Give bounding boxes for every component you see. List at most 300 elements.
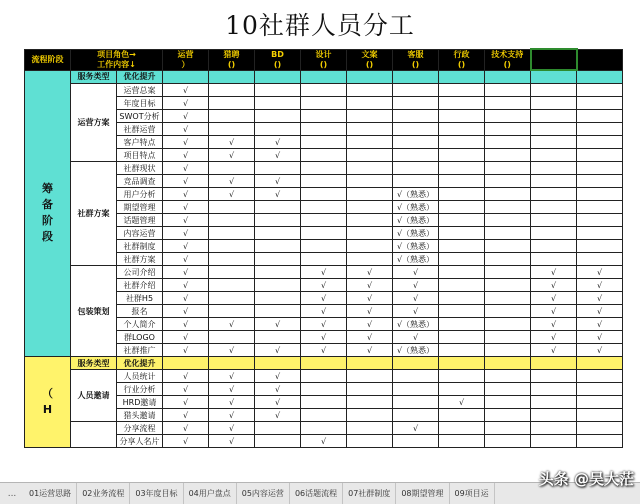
mark-cell[interactable]: √ <box>209 396 255 409</box>
mark-cell[interactable]: √ <box>163 240 209 253</box>
mark-cell[interactable] <box>209 227 255 240</box>
mark-cell[interactable] <box>347 84 393 97</box>
mark-cell[interactable]: √ <box>301 435 347 448</box>
mark-cell[interactable] <box>439 305 485 318</box>
mark-cell[interactable]: √（熟悉） <box>393 240 439 253</box>
mark-cell[interactable]: √ <box>347 266 393 279</box>
mark-cell[interactable] <box>485 422 531 435</box>
mark-cell[interactable] <box>301 201 347 214</box>
mark-cell[interactable] <box>347 422 393 435</box>
mark-cell[interactable] <box>531 201 577 214</box>
section-cell[interactable] <box>485 357 531 370</box>
mark-cell[interactable]: √ <box>393 331 439 344</box>
section-cell[interactable] <box>209 70 255 84</box>
mark-cell[interactable] <box>485 331 531 344</box>
mark-cell[interactable] <box>301 149 347 162</box>
mark-cell[interactable]: √ <box>347 279 393 292</box>
mark-cell[interactable] <box>485 396 531 409</box>
mark-cell[interactable] <box>577 136 623 149</box>
mark-cell[interactable] <box>439 279 485 292</box>
mark-cell[interactable] <box>577 409 623 422</box>
mark-cell[interactable] <box>439 253 485 266</box>
section-cell[interactable] <box>209 357 255 370</box>
mark-cell[interactable]: √ <box>163 279 209 292</box>
mark-cell[interactable] <box>485 292 531 305</box>
header-role-5[interactable] <box>393 49 439 70</box>
mark-cell[interactable] <box>209 201 255 214</box>
section-cell[interactable] <box>531 70 577 84</box>
mark-cell[interactable] <box>485 409 531 422</box>
mark-cell[interactable] <box>577 188 623 201</box>
mark-cell[interactable] <box>485 305 531 318</box>
mark-cell[interactable]: √（熟悉） <box>393 253 439 266</box>
mark-cell[interactable] <box>255 305 301 318</box>
mark-cell[interactable] <box>439 344 485 357</box>
mark-cell[interactable]: √ <box>577 305 623 318</box>
task-cell[interactable]: 项目特点 <box>117 149 163 162</box>
section-cell[interactable] <box>439 70 485 84</box>
mark-cell[interactable] <box>531 84 577 97</box>
mark-cell[interactable]: √ <box>163 422 209 435</box>
mark-cell[interactable] <box>439 409 485 422</box>
mark-cell[interactable] <box>347 188 393 201</box>
mark-cell[interactable] <box>301 136 347 149</box>
mark-cell[interactable] <box>439 240 485 253</box>
mark-cell[interactable] <box>485 123 531 136</box>
mark-cell[interactable] <box>209 305 255 318</box>
mark-cell[interactable] <box>485 370 531 383</box>
mark-cell[interactable] <box>393 435 439 448</box>
mark-cell[interactable] <box>255 162 301 175</box>
mark-cell[interactable] <box>347 227 393 240</box>
mark-cell[interactable] <box>439 422 485 435</box>
mark-cell[interactable] <box>531 136 577 149</box>
mark-cell[interactable] <box>531 97 577 110</box>
mark-cell[interactable]: √ <box>301 318 347 331</box>
mark-cell[interactable]: √ <box>393 279 439 292</box>
mark-cell[interactable] <box>531 227 577 240</box>
sheet-tab[interactable]: 09项目运 <box>450 483 495 504</box>
header-role-8[interactable] <box>531 49 577 70</box>
mark-cell[interactable] <box>531 370 577 383</box>
category-cell[interactable]: 人员邀请 <box>71 370 117 422</box>
section-cell[interactable] <box>439 357 485 370</box>
category-cell[interactable] <box>71 422 117 448</box>
header-role-0[interactable] <box>163 49 209 70</box>
mark-cell[interactable] <box>531 123 577 136</box>
task-cell[interactable]: 个人简介 <box>117 318 163 331</box>
mark-cell[interactable] <box>485 162 531 175</box>
mark-cell[interactable] <box>255 123 301 136</box>
task-cell[interactable]: 群LOGO <box>117 331 163 344</box>
mark-cell[interactable]: √（熟悉） <box>393 344 439 357</box>
mark-cell[interactable]: √ <box>347 305 393 318</box>
mark-cell[interactable] <box>209 240 255 253</box>
mark-cell[interactable] <box>255 266 301 279</box>
mark-cell[interactable] <box>347 396 393 409</box>
mark-cell[interactable] <box>577 435 623 448</box>
mark-cell[interactable] <box>531 240 577 253</box>
mark-cell[interactable] <box>485 214 531 227</box>
mark-cell[interactable]: √ <box>163 97 209 110</box>
mark-cell[interactable]: √ <box>301 292 347 305</box>
mark-cell[interactable]: √ <box>163 201 209 214</box>
task-cell[interactable]: 社群方案 <box>117 253 163 266</box>
mark-cell[interactable] <box>393 383 439 396</box>
mark-cell[interactable]: √ <box>209 422 255 435</box>
mark-cell[interactable]: √ <box>163 214 209 227</box>
mark-cell[interactable] <box>347 409 393 422</box>
mark-cell[interactable] <box>347 136 393 149</box>
mark-cell[interactable] <box>301 175 347 188</box>
mark-cell[interactable]: √ <box>531 331 577 344</box>
mark-cell[interactable]: √ <box>347 344 393 357</box>
mark-cell[interactable] <box>485 253 531 266</box>
task-cell[interactable]: 社群运营 <box>117 123 163 136</box>
mark-cell[interactable] <box>209 214 255 227</box>
mark-cell[interactable]: √ <box>347 292 393 305</box>
mark-cell[interactable] <box>439 214 485 227</box>
task-cell[interactable]: 社群推广 <box>117 344 163 357</box>
mark-cell[interactable] <box>439 383 485 396</box>
mark-cell[interactable]: √ <box>209 370 255 383</box>
tab-scroll-left-button[interactable]: ... <box>7 488 17 499</box>
mark-cell[interactable] <box>301 227 347 240</box>
mark-cell[interactable] <box>301 214 347 227</box>
section-cell[interactable] <box>255 70 301 84</box>
header-role-1[interactable] <box>209 49 255 70</box>
mark-cell[interactable]: √ <box>163 396 209 409</box>
mark-cell[interactable]: √ <box>163 370 209 383</box>
mark-cell[interactable] <box>485 136 531 149</box>
section-cell[interactable] <box>163 357 209 370</box>
mark-cell[interactable] <box>393 175 439 188</box>
mark-cell[interactable] <box>347 97 393 110</box>
sheet-tab[interactable]: 08期望管理 <box>396 483 449 504</box>
mark-cell[interactable] <box>301 84 347 97</box>
mark-cell[interactable] <box>485 344 531 357</box>
mark-cell[interactable] <box>439 175 485 188</box>
mark-cell[interactable] <box>301 97 347 110</box>
sheet-tab[interactable]: 01运营思路 <box>24 483 77 504</box>
mark-cell[interactable] <box>255 227 301 240</box>
mark-cell[interactable]: √ <box>255 175 301 188</box>
mark-cell[interactable] <box>439 110 485 123</box>
mark-cell[interactable]: √ <box>531 279 577 292</box>
section-cell[interactable] <box>347 70 393 84</box>
mark-cell[interactable]: √ <box>393 266 439 279</box>
mark-cell[interactable]: √ <box>163 292 209 305</box>
mark-cell[interactable]: √ <box>163 149 209 162</box>
mark-cell[interactable] <box>209 123 255 136</box>
task-cell[interactable]: SWOT分析 <box>117 110 163 123</box>
mark-cell[interactable] <box>531 175 577 188</box>
mark-cell[interactable]: √ <box>577 344 623 357</box>
mark-cell[interactable] <box>301 240 347 253</box>
mark-cell[interactable] <box>255 422 301 435</box>
mark-cell[interactable]: √ <box>163 409 209 422</box>
task-cell[interactable]: 年度目标 <box>117 97 163 110</box>
mark-cell[interactable]: √ <box>577 266 623 279</box>
mark-cell[interactable]: √ <box>163 318 209 331</box>
mark-cell[interactable]: √ <box>393 305 439 318</box>
mark-cell[interactable] <box>255 331 301 344</box>
mark-cell[interactable]: √ <box>163 110 209 123</box>
mark-cell[interactable] <box>485 240 531 253</box>
mark-cell[interactable] <box>301 409 347 422</box>
task-cell[interactable]: 客户特点 <box>117 136 163 149</box>
header-empty-cell[interactable] <box>577 49 623 70</box>
section-cell[interactable] <box>347 357 393 370</box>
mark-cell[interactable] <box>485 383 531 396</box>
mark-cell[interactable] <box>347 162 393 175</box>
mark-cell[interactable] <box>347 110 393 123</box>
mark-cell[interactable]: √ <box>531 318 577 331</box>
task-cell[interactable]: 期望管理 <box>117 201 163 214</box>
mark-cell[interactable]: √ <box>163 383 209 396</box>
mark-cell[interactable]: √ <box>301 279 347 292</box>
mark-cell[interactable]: √ <box>209 383 255 396</box>
mark-cell[interactable]: √ <box>531 266 577 279</box>
task-cell[interactable]: 公司介绍 <box>117 266 163 279</box>
mark-cell[interactable]: √ <box>209 175 255 188</box>
task-cell[interactable]: 猎头邀请 <box>117 409 163 422</box>
mark-cell[interactable]: √ <box>163 136 209 149</box>
mark-cell[interactable]: √ <box>531 305 577 318</box>
mark-cell[interactable]: √ <box>209 188 255 201</box>
mark-cell[interactable]: √ <box>209 149 255 162</box>
mark-cell[interactable] <box>485 149 531 162</box>
header-role-7[interactable] <box>485 49 531 70</box>
mark-cell[interactable] <box>255 201 301 214</box>
mark-cell[interactable] <box>393 110 439 123</box>
mark-cell[interactable] <box>485 97 531 110</box>
mark-cell[interactable]: √ <box>531 344 577 357</box>
mark-cell[interactable] <box>255 97 301 110</box>
category-cell[interactable]: 包装策划 <box>71 266 117 357</box>
mark-cell[interactable] <box>255 253 301 266</box>
mark-cell[interactable]: √ <box>255 409 301 422</box>
mark-cell[interactable] <box>531 149 577 162</box>
mark-cell[interactable] <box>347 214 393 227</box>
mark-cell[interactable] <box>485 188 531 201</box>
section-cell[interactable] <box>531 357 577 370</box>
mark-cell[interactable] <box>301 110 347 123</box>
mark-cell[interactable] <box>577 162 623 175</box>
mark-cell[interactable] <box>439 266 485 279</box>
mark-cell[interactable]: √（熟悉） <box>393 318 439 331</box>
mark-cell[interactable]: √（熟悉） <box>393 201 439 214</box>
task-cell[interactable]: 运营总案 <box>117 84 163 97</box>
category-cell[interactable]: 运营方案 <box>71 84 117 162</box>
mark-cell[interactable] <box>301 253 347 266</box>
mark-cell[interactable]: √ <box>163 253 209 266</box>
mark-cell[interactable]: √ <box>393 422 439 435</box>
task-cell[interactable]: 社群制度 <box>117 240 163 253</box>
mark-cell[interactable]: √ <box>163 175 209 188</box>
mark-cell[interactable] <box>577 84 623 97</box>
mark-cell[interactable]: √ <box>347 331 393 344</box>
mark-cell[interactable] <box>439 149 485 162</box>
section-cell[interactable] <box>577 70 623 84</box>
mark-cell[interactable]: √ <box>439 396 485 409</box>
mark-cell[interactable]: √ <box>163 331 209 344</box>
mark-cell[interactable] <box>393 409 439 422</box>
mark-cell[interactable] <box>577 175 623 188</box>
mark-cell[interactable] <box>531 110 577 123</box>
mark-cell[interactable] <box>439 331 485 344</box>
mark-cell[interactable]: √ <box>163 188 209 201</box>
mark-cell[interactable] <box>577 253 623 266</box>
section-cell[interactable] <box>301 70 347 84</box>
sheet-tab[interactable]: 03年度目标 <box>130 483 183 504</box>
mark-cell[interactable] <box>439 227 485 240</box>
mark-cell[interactable]: √ <box>163 435 209 448</box>
mark-cell[interactable]: √ <box>393 292 439 305</box>
task-cell[interactable]: 内容运营 <box>117 227 163 240</box>
mark-cell[interactable] <box>209 97 255 110</box>
mark-cell[interactable]: √ <box>255 383 301 396</box>
sheet-tab[interactable]: 04用户盘点 <box>184 483 237 504</box>
mark-cell[interactable] <box>347 240 393 253</box>
section-cell[interactable] <box>485 70 531 84</box>
task-cell[interactable]: 分享人名片 <box>117 435 163 448</box>
mark-cell[interactable]: √ <box>255 396 301 409</box>
mark-cell[interactable] <box>393 136 439 149</box>
mark-cell[interactable] <box>393 123 439 136</box>
header-role-3[interactable] <box>301 49 347 70</box>
mark-cell[interactable] <box>209 292 255 305</box>
task-cell[interactable]: 竞品调查 <box>117 175 163 188</box>
mark-cell[interactable] <box>531 253 577 266</box>
mark-cell[interactable] <box>255 110 301 123</box>
mark-cell[interactable]: √ <box>209 409 255 422</box>
mark-cell[interactable] <box>347 435 393 448</box>
mark-cell[interactable] <box>485 201 531 214</box>
header-role-2[interactable] <box>255 49 301 70</box>
mark-cell[interactable] <box>393 149 439 162</box>
mark-cell[interactable] <box>393 84 439 97</box>
mark-cell[interactable] <box>209 84 255 97</box>
mark-cell[interactable] <box>439 292 485 305</box>
mark-cell[interactable] <box>439 136 485 149</box>
mark-cell[interactable] <box>255 292 301 305</box>
task-cell[interactable]: 社群现状 <box>117 162 163 175</box>
mark-cell[interactable]: √ <box>163 266 209 279</box>
section-cell[interactable] <box>393 357 439 370</box>
section-cell[interactable] <box>393 70 439 84</box>
mark-cell[interactable] <box>531 162 577 175</box>
mark-cell[interactable] <box>301 370 347 383</box>
mark-cell[interactable] <box>439 188 485 201</box>
mark-cell[interactable]: √ <box>255 344 301 357</box>
mark-cell[interactable] <box>485 227 531 240</box>
mark-cell[interactable] <box>577 214 623 227</box>
sheet-tab[interactable]: 05内容运营 <box>237 483 290 504</box>
mark-cell[interactable] <box>577 123 623 136</box>
task-cell[interactable]: 社群H5 <box>117 292 163 305</box>
mark-cell[interactable] <box>347 383 393 396</box>
mark-cell[interactable]: √（熟悉） <box>393 227 439 240</box>
mark-cell[interactable] <box>209 162 255 175</box>
mark-cell[interactable]: √ <box>301 344 347 357</box>
mark-cell[interactable]: √ <box>163 123 209 136</box>
mark-cell[interactable] <box>577 422 623 435</box>
mark-cell[interactable] <box>531 422 577 435</box>
mark-cell[interactable] <box>347 175 393 188</box>
mark-cell[interactable] <box>577 97 623 110</box>
mark-cell[interactable]: √ <box>577 318 623 331</box>
mark-cell[interactable] <box>347 123 393 136</box>
mark-cell[interactable]: √ <box>347 318 393 331</box>
mark-cell[interactable] <box>347 201 393 214</box>
mark-cell[interactable] <box>531 383 577 396</box>
task-cell[interactable]: 报名 <box>117 305 163 318</box>
mark-cell[interactable]: √（熟悉） <box>393 214 439 227</box>
mark-cell[interactable] <box>531 409 577 422</box>
mark-cell[interactable]: √ <box>577 292 623 305</box>
sheet-tab[interactable]: 07社群制度 <box>343 483 396 504</box>
mark-cell[interactable] <box>209 279 255 292</box>
mark-cell[interactable]: √ <box>255 188 301 201</box>
task-cell[interactable]: 人员统计 <box>117 370 163 383</box>
mark-cell[interactable] <box>439 318 485 331</box>
mark-cell[interactable] <box>577 110 623 123</box>
mark-cell[interactable] <box>485 175 531 188</box>
mark-cell[interactable]: √ <box>301 266 347 279</box>
mark-cell[interactable] <box>439 435 485 448</box>
mark-cell[interactable] <box>393 162 439 175</box>
mark-cell[interactable] <box>255 84 301 97</box>
mark-cell[interactable] <box>301 162 347 175</box>
mark-cell[interactable] <box>577 370 623 383</box>
mark-cell[interactable] <box>485 279 531 292</box>
mark-cell[interactable]: √ <box>209 344 255 357</box>
mark-cell[interactable] <box>577 396 623 409</box>
mark-cell[interactable] <box>577 383 623 396</box>
mark-cell[interactable] <box>393 370 439 383</box>
mark-cell[interactable]: √ <box>255 318 301 331</box>
mark-cell[interactable]: √ <box>163 84 209 97</box>
category-cell[interactable]: 社群方案 <box>71 162 117 266</box>
mark-cell[interactable] <box>531 214 577 227</box>
mark-cell[interactable]: √ <box>577 279 623 292</box>
mark-cell[interactable] <box>531 188 577 201</box>
mark-cell[interactable]: √ <box>209 136 255 149</box>
mark-cell[interactable]: √ <box>255 149 301 162</box>
mark-cell[interactable] <box>255 279 301 292</box>
task-cell[interactable]: 社群介绍 <box>117 279 163 292</box>
task-cell[interactable]: 用户分析 <box>117 188 163 201</box>
mark-cell[interactable] <box>393 396 439 409</box>
mark-cell[interactable] <box>301 123 347 136</box>
mark-cell[interactable] <box>485 110 531 123</box>
mark-cell[interactable] <box>209 266 255 279</box>
section-cell[interactable] <box>301 357 347 370</box>
mark-cell[interactable]: √ <box>163 344 209 357</box>
mark-cell[interactable]: √ <box>531 292 577 305</box>
mark-cell[interactable] <box>577 149 623 162</box>
section-cell[interactable] <box>163 70 209 84</box>
mark-cell[interactable] <box>209 331 255 344</box>
task-cell[interactable]: 行业分析 <box>117 383 163 396</box>
task-cell[interactable]: HRD邀请 <box>117 396 163 409</box>
mark-cell[interactable] <box>485 435 531 448</box>
mark-cell[interactable] <box>577 240 623 253</box>
mark-cell[interactable]: √（熟悉） <box>393 188 439 201</box>
task-cell[interactable]: 话题管理 <box>117 214 163 227</box>
mark-cell[interactable] <box>209 110 255 123</box>
